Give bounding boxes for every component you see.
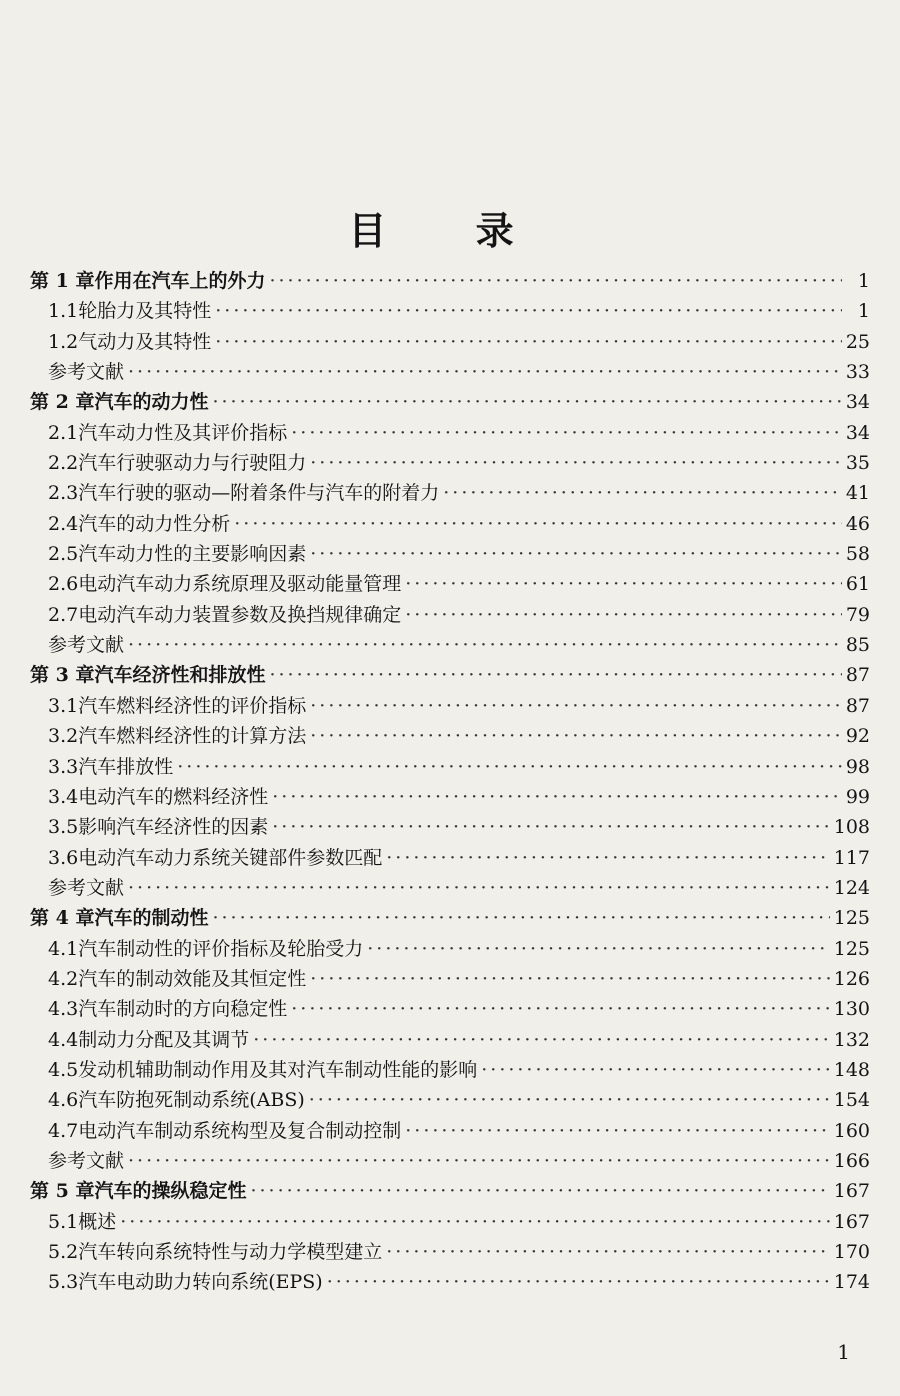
- dot-leader: [212, 903, 829, 933]
- entry-number: 2.5: [48, 543, 79, 566]
- table-of-contents: [30, 266, 870, 1298]
- entry-number: 3.3: [48, 755, 79, 778]
- entry-page-number: 34: [845, 421, 870, 444]
- entry-title: 汽车的制动性: [94, 907, 209, 930]
- entry-page-number: 46: [845, 512, 870, 535]
- entry-number: 第 5 章: [30, 1180, 95, 1203]
- toc-section: [30, 1267, 870, 1297]
- toc-section: [30, 1025, 870, 1055]
- entry-title: 电动汽车制动系统构型及复合制动控制: [78, 1119, 402, 1142]
- entry-number: 第 3 章: [30, 664, 95, 687]
- entry-page-number: 108: [833, 816, 870, 839]
- dot-leader: [269, 266, 842, 296]
- entry-title: 汽车制动时的方向稳定性: [78, 998, 288, 1021]
- entry-page-number: 154: [833, 1089, 870, 1112]
- entry-page-number: 33: [845, 361, 870, 384]
- entry-title: 汽车的动力性分析: [78, 512, 231, 535]
- entry-number: 2.6: [48, 573, 79, 596]
- entry-title: 参考文献: [48, 634, 125, 657]
- entry-page-number: 98: [845, 755, 870, 778]
- dot-leader: [250, 1176, 829, 1206]
- dot-leader: [272, 812, 830, 842]
- entry-title: 汽车燃料经济性的评价指标: [78, 694, 307, 717]
- toc-section: [30, 327, 870, 357]
- toc-chapter: [30, 660, 870, 690]
- toc-section: [30, 478, 870, 508]
- entry-number: 2.7: [48, 603, 79, 626]
- entry-number: 2.2: [48, 452, 79, 475]
- toc-section: [30, 1207, 870, 1237]
- toc-chapter: [30, 1176, 870, 1206]
- toc-chapter: [30, 266, 870, 296]
- entry-title: 汽车的制动效能及其恒定性: [78, 967, 307, 990]
- entry-title: 汽车行驶驱动力与行驶阻力: [78, 452, 307, 475]
- entry-number: 4.2: [48, 967, 79, 990]
- entry-number: 3.1: [48, 694, 79, 717]
- toc-section: [30, 721, 870, 751]
- toc-references: [30, 873, 870, 903]
- entry-page-number: 130: [833, 998, 870, 1021]
- toc-section: [30, 1237, 870, 1267]
- toc-section: [30, 509, 870, 539]
- entry-title: 概述: [78, 1210, 117, 1233]
- entry-number: 5.3: [48, 1271, 79, 1294]
- entry-title: 影响汽车经济性的因素: [78, 816, 269, 839]
- toc-section: [30, 296, 870, 326]
- entry-number: 3.4: [48, 785, 79, 808]
- entry-number: 3.6: [48, 846, 79, 869]
- dot-leader: [481, 1055, 830, 1085]
- entry-page-number: 25: [845, 330, 870, 353]
- toc-chapter: [30, 903, 870, 933]
- toc-section: [30, 934, 870, 964]
- entry-title: 汽车制动性的评价指标及轮胎受力: [78, 937, 364, 960]
- entry-title: 汽车转向系统特性与动力学模型建立: [78, 1241, 383, 1263]
- dot-leader: [215, 327, 842, 357]
- entry-title: 轮胎力及其特性: [78, 300, 212, 323]
- toc-section: [30, 994, 870, 1024]
- entry-title: 汽车经济性和排放性: [94, 664, 266, 687]
- entry-page-number: 85: [845, 634, 870, 657]
- entry-number: 4.6: [48, 1089, 79, 1112]
- entry-page-number: 87: [845, 664, 870, 687]
- toc-section: [30, 1055, 870, 1085]
- dot-leader: [405, 600, 842, 630]
- entry-number: 5.1: [48, 1210, 79, 1233]
- entry-title: 制动力分配及其调节: [78, 1028, 250, 1051]
- dot-leader: [234, 509, 842, 539]
- dot-leader: [443, 478, 842, 508]
- entry-number: 2.4: [48, 512, 79, 535]
- entry-number: 2.1: [48, 421, 79, 444]
- toc-section: [30, 752, 870, 782]
- entry-page-number: 148: [833, 1058, 870, 1081]
- entry-page-number: 61: [845, 573, 870, 596]
- entry-page-number: 167: [833, 1210, 870, 1233]
- entry-title: 汽车电动助力转向系统(EPS): [78, 1271, 323, 1294]
- toc-section: [30, 964, 870, 994]
- toc-section: [30, 539, 870, 569]
- entry-title: 汽车燃料经济性的计算方法: [78, 725, 307, 748]
- toc-section: [30, 448, 870, 478]
- toc-section: [30, 569, 870, 599]
- entry-title: 气动力及其特性: [78, 330, 212, 353]
- entry-title: 作用在汽车上的外力: [94, 270, 266, 292]
- entry-number: 第 2 章: [30, 391, 95, 414]
- dot-leader: [212, 387, 841, 417]
- entry-number: 4.5: [48, 1058, 79, 1081]
- entry-title: 电动汽车动力系统原理及驱动能量管理: [78, 573, 402, 596]
- entry-title: 汽车防抱死制动系统(ABS): [78, 1089, 305, 1112]
- toc-section: [30, 691, 870, 721]
- entry-page-number: 174: [833, 1271, 870, 1294]
- entry-page-number: 1: [857, 270, 870, 292]
- dot-leader: [327, 1267, 830, 1297]
- entry-number: 1.1: [48, 300, 79, 323]
- entry-title: 电动汽车动力系统关键部件参数匹配: [78, 846, 383, 869]
- entry-page-number: 125: [833, 907, 870, 930]
- dot-leader: [177, 752, 842, 782]
- dot-leader: [128, 630, 842, 660]
- entry-number: 第 1 章: [30, 270, 95, 292]
- toc-section: [30, 1116, 870, 1146]
- entry-title: 汽车的操纵稳定性: [94, 1180, 247, 1203]
- dot-leader: [272, 782, 842, 812]
- entry-title: 参考文献: [48, 876, 125, 899]
- entry-number: 5.2: [48, 1241, 79, 1263]
- dot-leader: [269, 660, 841, 690]
- dot-leader: [128, 357, 842, 387]
- entry-page-number: 35: [845, 452, 870, 475]
- toc-section: [30, 1085, 870, 1115]
- dot-leader: [128, 873, 830, 903]
- entry-title: 汽车动力性的主要影响因素: [78, 543, 307, 566]
- dot-leader: [120, 1207, 830, 1237]
- entry-number: 3.2: [48, 725, 79, 748]
- toc-section: [30, 812, 870, 842]
- page-title: 目 录: [348, 208, 552, 253]
- entry-number: 4.1: [48, 937, 79, 960]
- entry-page-number: 166: [833, 1149, 870, 1172]
- entry-title: 汽车动力性及其评价指标: [78, 421, 288, 444]
- toc-references: [30, 357, 870, 387]
- entry-page-number: 117: [833, 846, 870, 869]
- entry-title: 汽车行驶的驱动—附着条件与汽车的附着力: [78, 482, 440, 505]
- entry-number: 4.7: [48, 1119, 79, 1142]
- dot-leader: [386, 1237, 830, 1267]
- entry-page-number: 167: [833, 1180, 870, 1203]
- page-folio: 1: [837, 1340, 850, 1364]
- entry-page-number: 1: [857, 300, 870, 323]
- entry-page-number: 126: [833, 967, 870, 990]
- dot-leader: [405, 569, 842, 599]
- dot-leader: [367, 934, 830, 964]
- dot-leader: [310, 539, 842, 569]
- entry-number: 1.2: [48, 330, 79, 353]
- entry-page-number: 132: [833, 1028, 870, 1051]
- entry-title: 电动汽车动力装置参数及换挡规律确定: [78, 603, 402, 626]
- entry-page-number: 79: [845, 603, 870, 626]
- dot-leader: [291, 994, 830, 1024]
- entry-page-number: 170: [833, 1241, 870, 1263]
- dot-leader: [405, 1116, 830, 1146]
- toc-section: [30, 418, 870, 448]
- entry-title: 汽车排放性: [78, 755, 174, 778]
- entry-title: 参考文献: [48, 1149, 125, 1172]
- entry-page-number: 41: [845, 482, 870, 505]
- entry-number: 3.5: [48, 816, 79, 839]
- dot-leader: [253, 1025, 830, 1055]
- toc-chapter: [30, 387, 870, 417]
- dot-leader: [310, 964, 830, 994]
- entry-number: 2.3: [48, 482, 79, 505]
- entry-title: 参考文献: [48, 361, 125, 384]
- dot-leader: [386, 843, 830, 873]
- dot-leader: [291, 418, 842, 448]
- toc-references: [30, 1146, 870, 1176]
- entry-number: 4.4: [48, 1028, 79, 1051]
- dot-leader: [310, 448, 842, 478]
- entry-page-number: 125: [833, 937, 870, 960]
- dot-leader: [310, 721, 842, 751]
- entry-page-number: 124: [833, 876, 870, 899]
- entry-number: 第 4 章: [30, 907, 95, 930]
- toc-section: [30, 843, 870, 873]
- entry-page-number: 87: [845, 694, 870, 717]
- entry-page-number: 58: [845, 543, 870, 566]
- entry-page-number: 92: [845, 725, 870, 748]
- toc-references: [30, 630, 870, 660]
- toc-section: [30, 600, 870, 630]
- entry-title: 汽车的动力性: [94, 391, 209, 414]
- entry-title: 发动机辅助制动作用及其对汽车制动性能的影响: [78, 1058, 478, 1081]
- entry-title: 电动汽车的燃料经济性: [78, 785, 269, 808]
- entry-page-number: 160: [833, 1119, 870, 1142]
- dot-leader: [215, 296, 842, 326]
- entry-page-number: 99: [845, 785, 870, 808]
- dot-leader: [310, 691, 842, 721]
- toc-section: [30, 782, 870, 812]
- dot-leader: [309, 1085, 830, 1115]
- entry-page-number: 34: [845, 391, 870, 414]
- dot-leader: [128, 1146, 830, 1176]
- entry-number: 4.3: [48, 998, 79, 1021]
